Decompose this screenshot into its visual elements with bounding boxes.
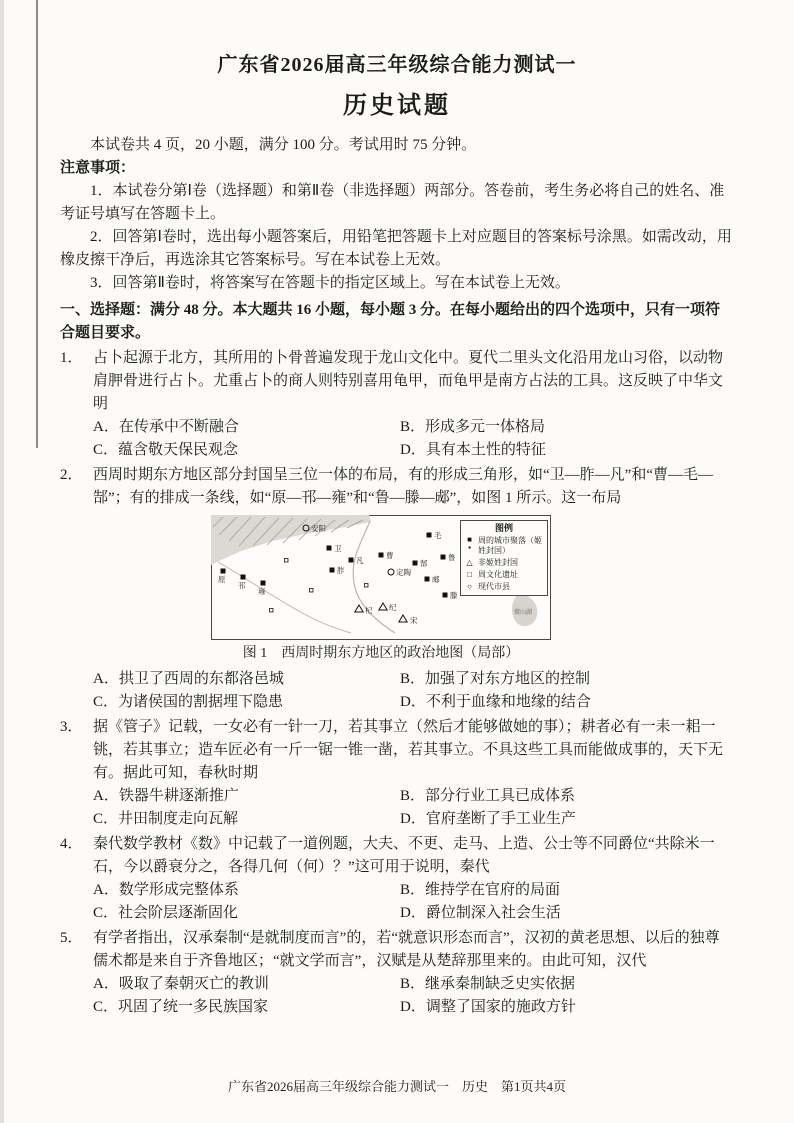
map-label: 毛	[434, 531, 442, 540]
question-number: 5．	[60, 930, 83, 946]
option-list	[93, 785, 734, 831]
option-b: B．维持学在官府的局面	[400, 882, 561, 898]
ji-state-marker	[379, 553, 384, 558]
map-label: 微山湖	[514, 610, 533, 616]
question	[60, 833, 734, 925]
question-number: 4．	[60, 836, 83, 852]
map-label: 胙	[337, 566, 345, 575]
ji-state-marker	[443, 593, 448, 598]
ji-state-marker	[427, 533, 432, 538]
map-label: 凡	[356, 556, 364, 565]
legend-row	[464, 536, 544, 556]
open-square-icon: □	[467, 570, 472, 579]
map-label: 定陶	[396, 568, 411, 577]
map-label: 雍	[258, 587, 266, 596]
ji-state-marker	[261, 581, 266, 586]
option-list	[93, 668, 734, 714]
option-c: C．井田制度走向瓦解	[93, 811, 239, 827]
legend-row	[464, 570, 544, 580]
option-b: B．加强了对东方地区的控制	[400, 671, 591, 687]
option-c: C．蕴含敬天保民观念	[93, 442, 239, 458]
page-footer: 广东省2026届高三年级综合能力测试一 历史 第1页共4页	[227, 1079, 566, 1094]
city-settlement-square-icon: ■ ▪	[467, 535, 472, 552]
scan-artifact-line	[36, 0, 38, 448]
map-label: 安阳	[311, 524, 326, 533]
ji-state-marker	[330, 568, 335, 573]
legend-item-label: 现代市县	[478, 582, 510, 591]
ji-state-marker	[327, 546, 332, 551]
option-d: D．官府垄断了手工业生产	[400, 811, 576, 827]
map-legend	[460, 520, 548, 596]
legend-row	[464, 558, 544, 568]
question	[60, 347, 734, 462]
option-list	[93, 879, 734, 925]
map-label: 纪	[389, 603, 397, 612]
question-stem: 有学者指出，汉承秦制“是就制度而言”的，若“就意识形态而言”，汉初的黄老思想、以后的独尊儒术都是来自于齐鲁地区；“就文学而言”，汉赋是从楚辞那里来的。由此可知，汉代	[93, 930, 720, 969]
question-stem: 占卜起源于北方，其所用的卜骨普遍发现于龙山文化中。夏代二里头文化沿用龙山习俗，以动物肩胛骨进行占卜。尤重占卜的商人则特别喜用龟甲，而龟甲是南方占法的工具。这反映了中华文明	[93, 350, 724, 412]
map-label: 郜	[420, 559, 428, 568]
map-label: 曹	[386, 551, 394, 560]
question-number: 1．	[60, 350, 83, 366]
option-a: A．拱卫了西周的东都洛邑城	[93, 671, 284, 687]
option-a: A．在传承中不断融合	[93, 419, 239, 435]
notice-item: 2．回答第Ⅰ卷时，选出每小题答案后，用铅笔把答题卡上对应题目的答案标号涂黑。如需改动，用橡皮擦干净后，再选涂其它答案标号。写在本试卷上无效。	[60, 229, 732, 268]
ji-state-marker	[441, 555, 446, 560]
map-label: 邗	[238, 581, 246, 590]
exam-info: 本试卷共 4 页，20 小题，满分 100 分。考试用时 75 分钟。	[90, 137, 477, 153]
option-c: C．巩固了统一多民族国家	[93, 999, 269, 1015]
map-label: 鲁	[448, 553, 456, 562]
map-label: 卫	[334, 544, 342, 553]
scan-edge-shadow	[0, 0, 4, 1123]
ji-state-marker	[241, 575, 246, 580]
legend-item-label: 周文化遗址	[478, 570, 518, 579]
figure-caption: 图 1 西周时期东方地区的政治地图（局部）	[242, 646, 520, 661]
legend-title: 图例	[494, 523, 513, 533]
map-label: 滕	[450, 591, 458, 600]
legend-item-label: 非姬姓封国	[478, 558, 518, 567]
triangle-icon: △	[466, 558, 473, 567]
option-list	[93, 416, 734, 462]
ji-state-marker	[425, 577, 430, 582]
exam-subject-title: 历史试题	[343, 93, 451, 119]
page-title: 广东省2026届高三年级综合能力测试一	[217, 54, 577, 76]
zhou-site-marker	[310, 589, 314, 593]
ji-state-marker	[349, 558, 354, 563]
map-label: 郕	[432, 575, 440, 584]
option-a: A．铁器牛耕逐渐推广	[93, 788, 239, 804]
map-label: 原	[218, 575, 226, 584]
zhou-site-marker	[285, 559, 289, 563]
question-number: 3．	[60, 719, 83, 735]
map-label: 杞	[365, 606, 373, 615]
option-b: B．形成多元一体格局	[400, 419, 546, 435]
option-d: D．不利于血缘和地缘的结合	[400, 694, 591, 710]
ji-state-marker	[413, 561, 418, 566]
legend-row	[464, 582, 544, 592]
option-list	[93, 973, 734, 1019]
zhou-site-marker	[270, 609, 274, 613]
option-a: A．吸取了秦朝灭亡的教训	[93, 976, 269, 992]
map-label: 宋	[410, 616, 418, 625]
question	[60, 927, 734, 1019]
option-b: B．继承秦制缺乏史实依据	[400, 976, 576, 992]
option-c: C．社会阶层逐渐固化	[93, 905, 239, 921]
option-b: B．部分行业工具已成体系	[400, 788, 576, 804]
ji-state-marker	[221, 569, 226, 574]
option-a: A．数学形成完整体系	[93, 882, 239, 898]
option-d: D．调整了国家的施政方针	[400, 999, 576, 1015]
notice-item: 1．本试卷分第Ⅰ卷（选择题）和第Ⅱ卷（非选择题）两部分。答卷前，考生务必将自己的姓名、准考证号填写在答题卡上。	[60, 183, 725, 222]
figure-map	[211, 515, 551, 665]
question-stem: 西周时期东方地区部分封国呈三位一体的布局，有的形成三角形，如“卫—胙—凡”和“曹—毛—郜”；有的排成一条线，如“原—邗—雍”和“鲁—滕—郕”，如图 1 所示。这一布局	[93, 467, 713, 506]
zhou-site-marker	[365, 584, 369, 588]
option-d: D．具有本土性的特征	[400, 442, 546, 458]
question-stem: 据《管子》记载，一女必有一针一刀，若其事立（然后才能够做她的事）；耕者必有一耒一耜一铫，若其事立；造车匠必有一斤一锯一锥一凿，若其事立。不具这些工具而能做成事的，天下无有。据此可知，春秋时期	[93, 719, 724, 781]
question	[60, 716, 734, 831]
question-stem: 秦代数学教材《数》中记载了一道例题，大夫、不更、走马、上造、公士等不同爵位“共除米一石，今以爵衰分之，各得几何（何）？”这可用于说明，秦代	[93, 836, 715, 875]
legend-item-label: 周的城市聚落（姬姓封国）	[478, 536, 542, 555]
question-number: 2．	[60, 467, 83, 483]
option-c: C．为诸侯国的割据埋下隐患	[93, 694, 284, 710]
notice-title: 注意事项：	[60, 160, 136, 176]
section-heading: 一、选择题：满分 48 分。本大题共 16 小题，每小题 3 分。在每小题给出的四个选项中，只有一项符合题目要求。	[60, 302, 721, 341]
map-image	[211, 515, 551, 640]
option-d: D．爵位制深入社会生活	[400, 905, 561, 921]
circle-icon: ○	[467, 582, 472, 591]
question	[60, 464, 734, 714]
notice-item: 3．回答第Ⅱ卷时，将答案写在答题卡的指定区域上。写在本试卷上无效。	[90, 275, 570, 291]
